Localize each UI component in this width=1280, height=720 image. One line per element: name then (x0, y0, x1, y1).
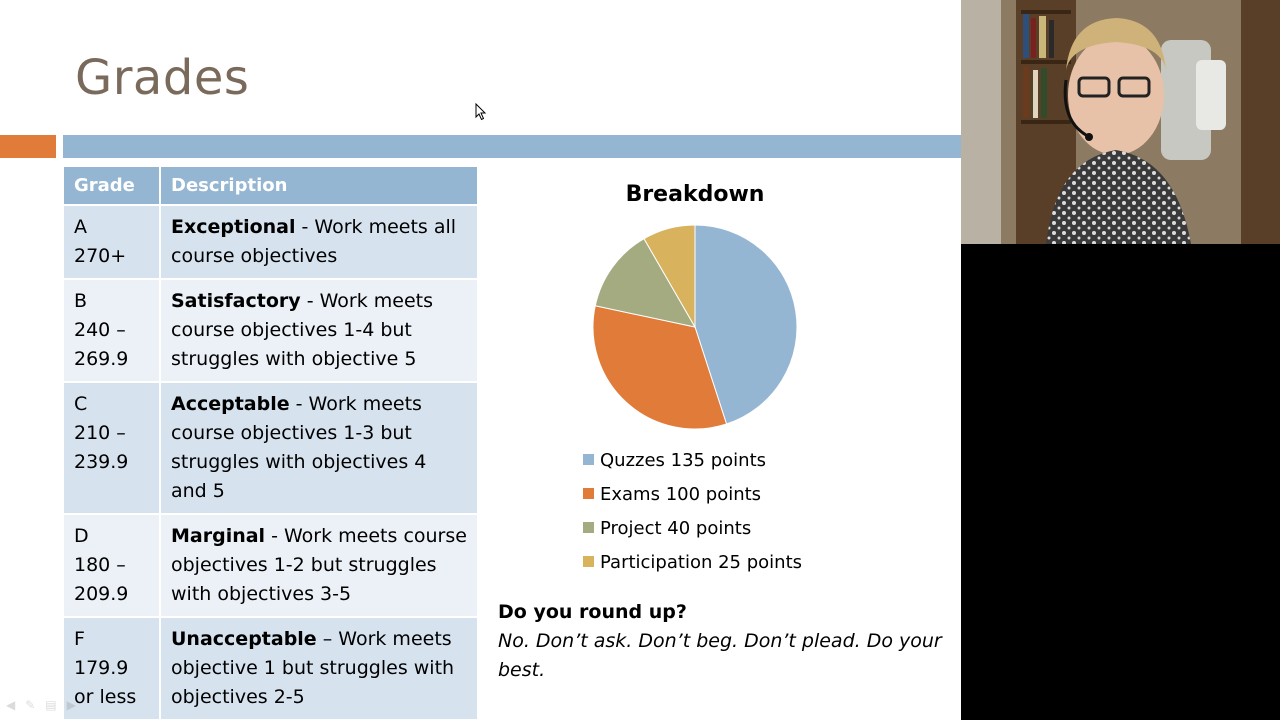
table-row (64, 278, 477, 381)
grade-cell (64, 278, 161, 381)
table-row (64, 513, 477, 616)
pen-icon[interactable]: ✎ (25, 698, 36, 712)
description-text: - Work meets course (265, 525, 467, 547)
description-line: objectives 1-2 but struggles (171, 554, 437, 576)
description-cell (161, 513, 477, 616)
grade-level-name: Acceptable (171, 393, 290, 415)
grade-cell-line: C (74, 393, 88, 415)
column-header-description: Description (161, 167, 477, 204)
grade-cell-line: D (74, 525, 89, 547)
description-line: course objectives 1-4 but (171, 319, 412, 341)
table-row (64, 381, 477, 513)
grade-cell-line: 179.9 (74, 657, 129, 679)
previous-slide-icon[interactable]: ◀ (6, 698, 16, 712)
table-row (64, 204, 477, 278)
table-row (64, 616, 477, 719)
description-text: - Work meets (300, 290, 433, 312)
round-up-question: Do you round up? (498, 601, 687, 623)
menu-icon[interactable]: ▤ (45, 698, 57, 712)
round-up-answer: No. Don’t ask. Don’t beg. Don’t plead. Do your best. (498, 630, 942, 681)
grade-level-name: Unacceptable (171, 628, 317, 650)
round-up-note (498, 598, 948, 685)
grade-cell-line: 270+ (74, 245, 127, 267)
legend-swatch (583, 556, 594, 567)
description-line: and 5 (171, 480, 225, 502)
accent-bar-blue (63, 135, 961, 158)
legend-entry: Participation 25 points (600, 552, 802, 573)
black-area (961, 244, 1280, 720)
grade-cell-line: 180 – (74, 554, 126, 576)
slide-nav-controls[interactable] (6, 698, 76, 712)
webcam-feed (961, 0, 1280, 244)
legend-swatch (583, 454, 594, 465)
grade-cell (64, 204, 161, 278)
grade-cell-line: 209.9 (74, 583, 129, 605)
slide-title: Grades (75, 50, 250, 106)
webcam-presenter-image (961, 0, 1280, 244)
description-cell (161, 616, 477, 719)
grade-level-name: Satisfactory (171, 290, 301, 312)
description-line: objective 1 but struggles with (171, 657, 455, 679)
description-cell (161, 278, 477, 381)
description-line (171, 213, 467, 242)
description-line: with objectives 3-5 (171, 583, 352, 605)
column-header-grade: Grade (64, 167, 161, 204)
description-text: - Work meets all (295, 216, 457, 238)
grade-cell-line: 269.9 (74, 348, 129, 370)
grade-cell-line: F (74, 628, 85, 650)
description-cell (161, 204, 477, 278)
description-line: objectives 2-5 (171, 686, 305, 708)
legend-entry: Exams 100 points (600, 484, 762, 505)
grade-cell (64, 616, 161, 719)
next-slide-icon[interactable]: ▶ (66, 698, 76, 712)
description-line: course objectives 1-3 but (171, 422, 412, 444)
grade-cell-line: 239.9 (74, 451, 129, 473)
grades-table (64, 167, 477, 719)
description-line: course objectives (171, 245, 338, 267)
description-line (171, 390, 467, 419)
description-line (171, 522, 467, 551)
grade-cell-line: A (74, 216, 87, 238)
description-line (171, 287, 467, 316)
description-cell (161, 381, 477, 513)
grade-cell-line: or less (74, 686, 137, 708)
grades-table-body (64, 204, 477, 719)
accent-bar-orange (0, 135, 56, 158)
mouse-pointer-icon (475, 103, 487, 121)
description-text: – Work meets (316, 628, 452, 650)
grade-cell-line: 240 – (74, 319, 126, 341)
description-line: struggles with objective 5 (171, 348, 417, 370)
legend-entry: Project 40 points (600, 518, 752, 539)
description-line: struggles with objectives 4 (171, 451, 427, 473)
grade-cell (64, 513, 161, 616)
legend-swatch (583, 522, 594, 533)
grade-cell-line: B (74, 290, 88, 312)
grade-level-name: Exceptional (171, 216, 296, 238)
legend-swatch (583, 488, 594, 499)
breakdown-pie-chart (560, 170, 860, 590)
description-text: - Work meets (289, 393, 422, 415)
description-line (171, 625, 467, 654)
grade-level-name: Marginal (171, 525, 266, 547)
grade-cell-line: 210 – (74, 422, 126, 444)
legend-entry: Quzzes 135 points (600, 450, 767, 471)
grade-cell (64, 381, 161, 513)
chart-title: Breakdown (625, 182, 765, 207)
